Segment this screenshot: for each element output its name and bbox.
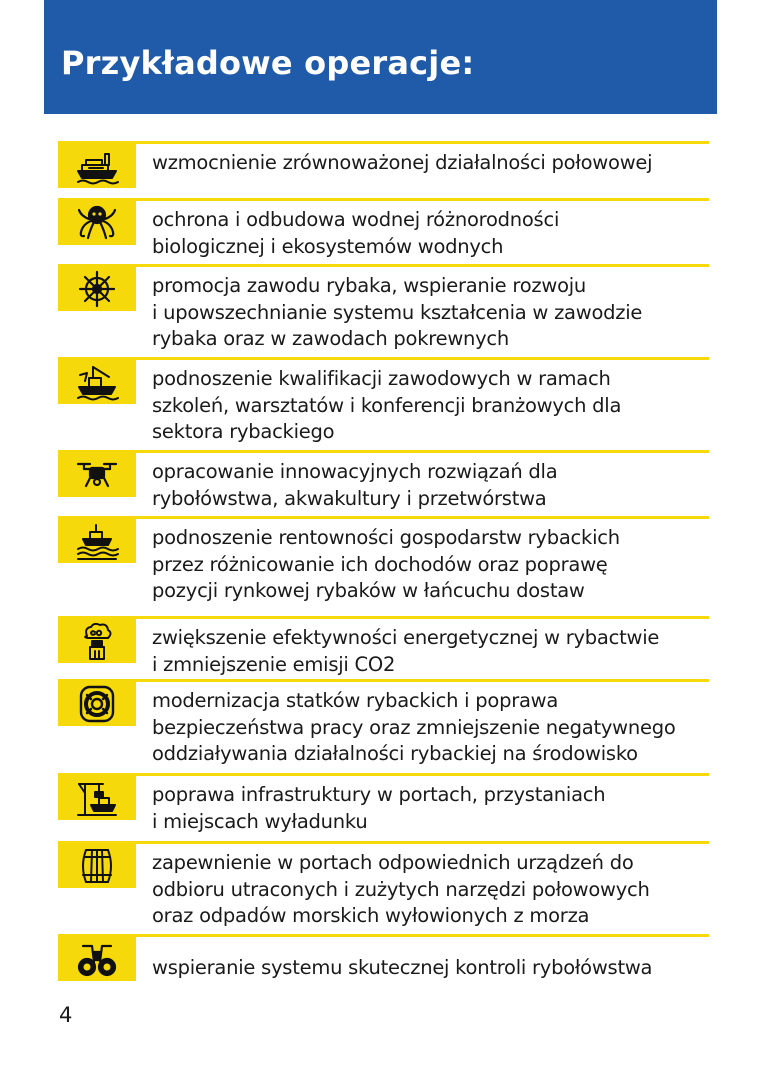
item-line: rybaka oraz w zawodach pokrewnych [152, 327, 509, 350]
item-line: sektora rybackiego [152, 420, 335, 443]
item-line: i zmniejszenie emisji CO2 [152, 652, 396, 676]
item-text [152, 625, 709, 678]
item-line: podnoszenie rentowności gospodarstw rybackich [152, 526, 620, 549]
octopus-icon [58, 201, 136, 245]
header-banner [44, 0, 717, 114]
item-line: odbioru utraconych i zużytych narzędzi połowowych [152, 877, 650, 901]
list-item [58, 773, 709, 831]
item-text [152, 207, 709, 260]
item-line: promocja zawodu rybaka, wspieranie rozwoju [152, 274, 587, 297]
co2-emission-icon [58, 619, 136, 663]
item-text [152, 525, 709, 605]
list-item [58, 141, 709, 189]
page-number: 4 [59, 1003, 73, 1027]
item-line: podnoszenie kwalifikacji zawodowych w ramach [152, 367, 611, 390]
item-line: poprawa infrastruktury w portach, przystaniach [152, 783, 606, 806]
item-line: wspieranie systemu skutecznej kontroli rybołówstwa [152, 956, 653, 979]
item-line: modernizacja statków rybackich i poprawa [152, 689, 559, 712]
item-line: zapewnienie w portach odpowiednich urządzeń do [152, 851, 634, 874]
drone-icon [58, 453, 136, 497]
list-item [58, 198, 709, 256]
item-text [152, 273, 709, 353]
list-item [58, 841, 709, 926]
item-line: i upowszechnianie systemu kształcenia w zawodzie [152, 300, 643, 324]
item-line: oddziaływania działalności rybackiej na środowisko [152, 742, 638, 765]
page-title: Przykładowe operacje: [61, 44, 475, 82]
list-item [58, 357, 709, 442]
boat-on-waves-icon [58, 519, 136, 563]
item-text [152, 459, 709, 512]
list-item [58, 934, 709, 984]
item-line: przez różnicowanie ich dochodów oraz poprawę [152, 552, 608, 576]
list-item [58, 264, 709, 349]
list-item [58, 679, 709, 764]
item-line: oraz odpadów morskich wyłowionych z morza [152, 904, 590, 927]
item-text [152, 955, 709, 982]
item-line: bezpieczeństwa pracy oraz zmniejszenie negatywnego [152, 715, 676, 739]
item-text [152, 150, 709, 177]
item-line: i miejscach wyładunku [152, 809, 368, 833]
item-line: ochrona i odbudowa wodnej różnorodności [152, 208, 560, 231]
item-text [152, 366, 709, 446]
item-line: opracowanie innowacyjnych rozwiązań dla [152, 460, 558, 483]
ship-icon [58, 144, 136, 188]
item-text [152, 850, 709, 930]
port-crane-icon [58, 776, 136, 820]
lifebuoy-icon [58, 682, 136, 726]
list-item [58, 616, 709, 674]
list-item [58, 450, 709, 508]
item-line: zwiększenie efektywności energetycznej w rybactwie [152, 626, 660, 649]
item-line: biologicznej i ekosystemów wodnych [152, 234, 504, 258]
item-text [152, 688, 709, 768]
barrel-icon [58, 844, 136, 888]
list-item [58, 516, 709, 601]
binoculars-icon [58, 937, 136, 981]
item-line: szkoleń, warsztatów i konferencji branżowych dla [152, 393, 622, 417]
item-line: wzmocnienie zrównoważonej działalności połowowej [152, 151, 653, 174]
item-text [152, 782, 709, 835]
item-line: pozycji rynkowej rybaków w łańcuchu dostaw [152, 579, 585, 602]
fishing-boat-icon [58, 360, 136, 404]
item-line: rybołówstwa, akwakultury i przetwórstwa [152, 486, 547, 510]
ship-wheel-icon [58, 267, 136, 311]
